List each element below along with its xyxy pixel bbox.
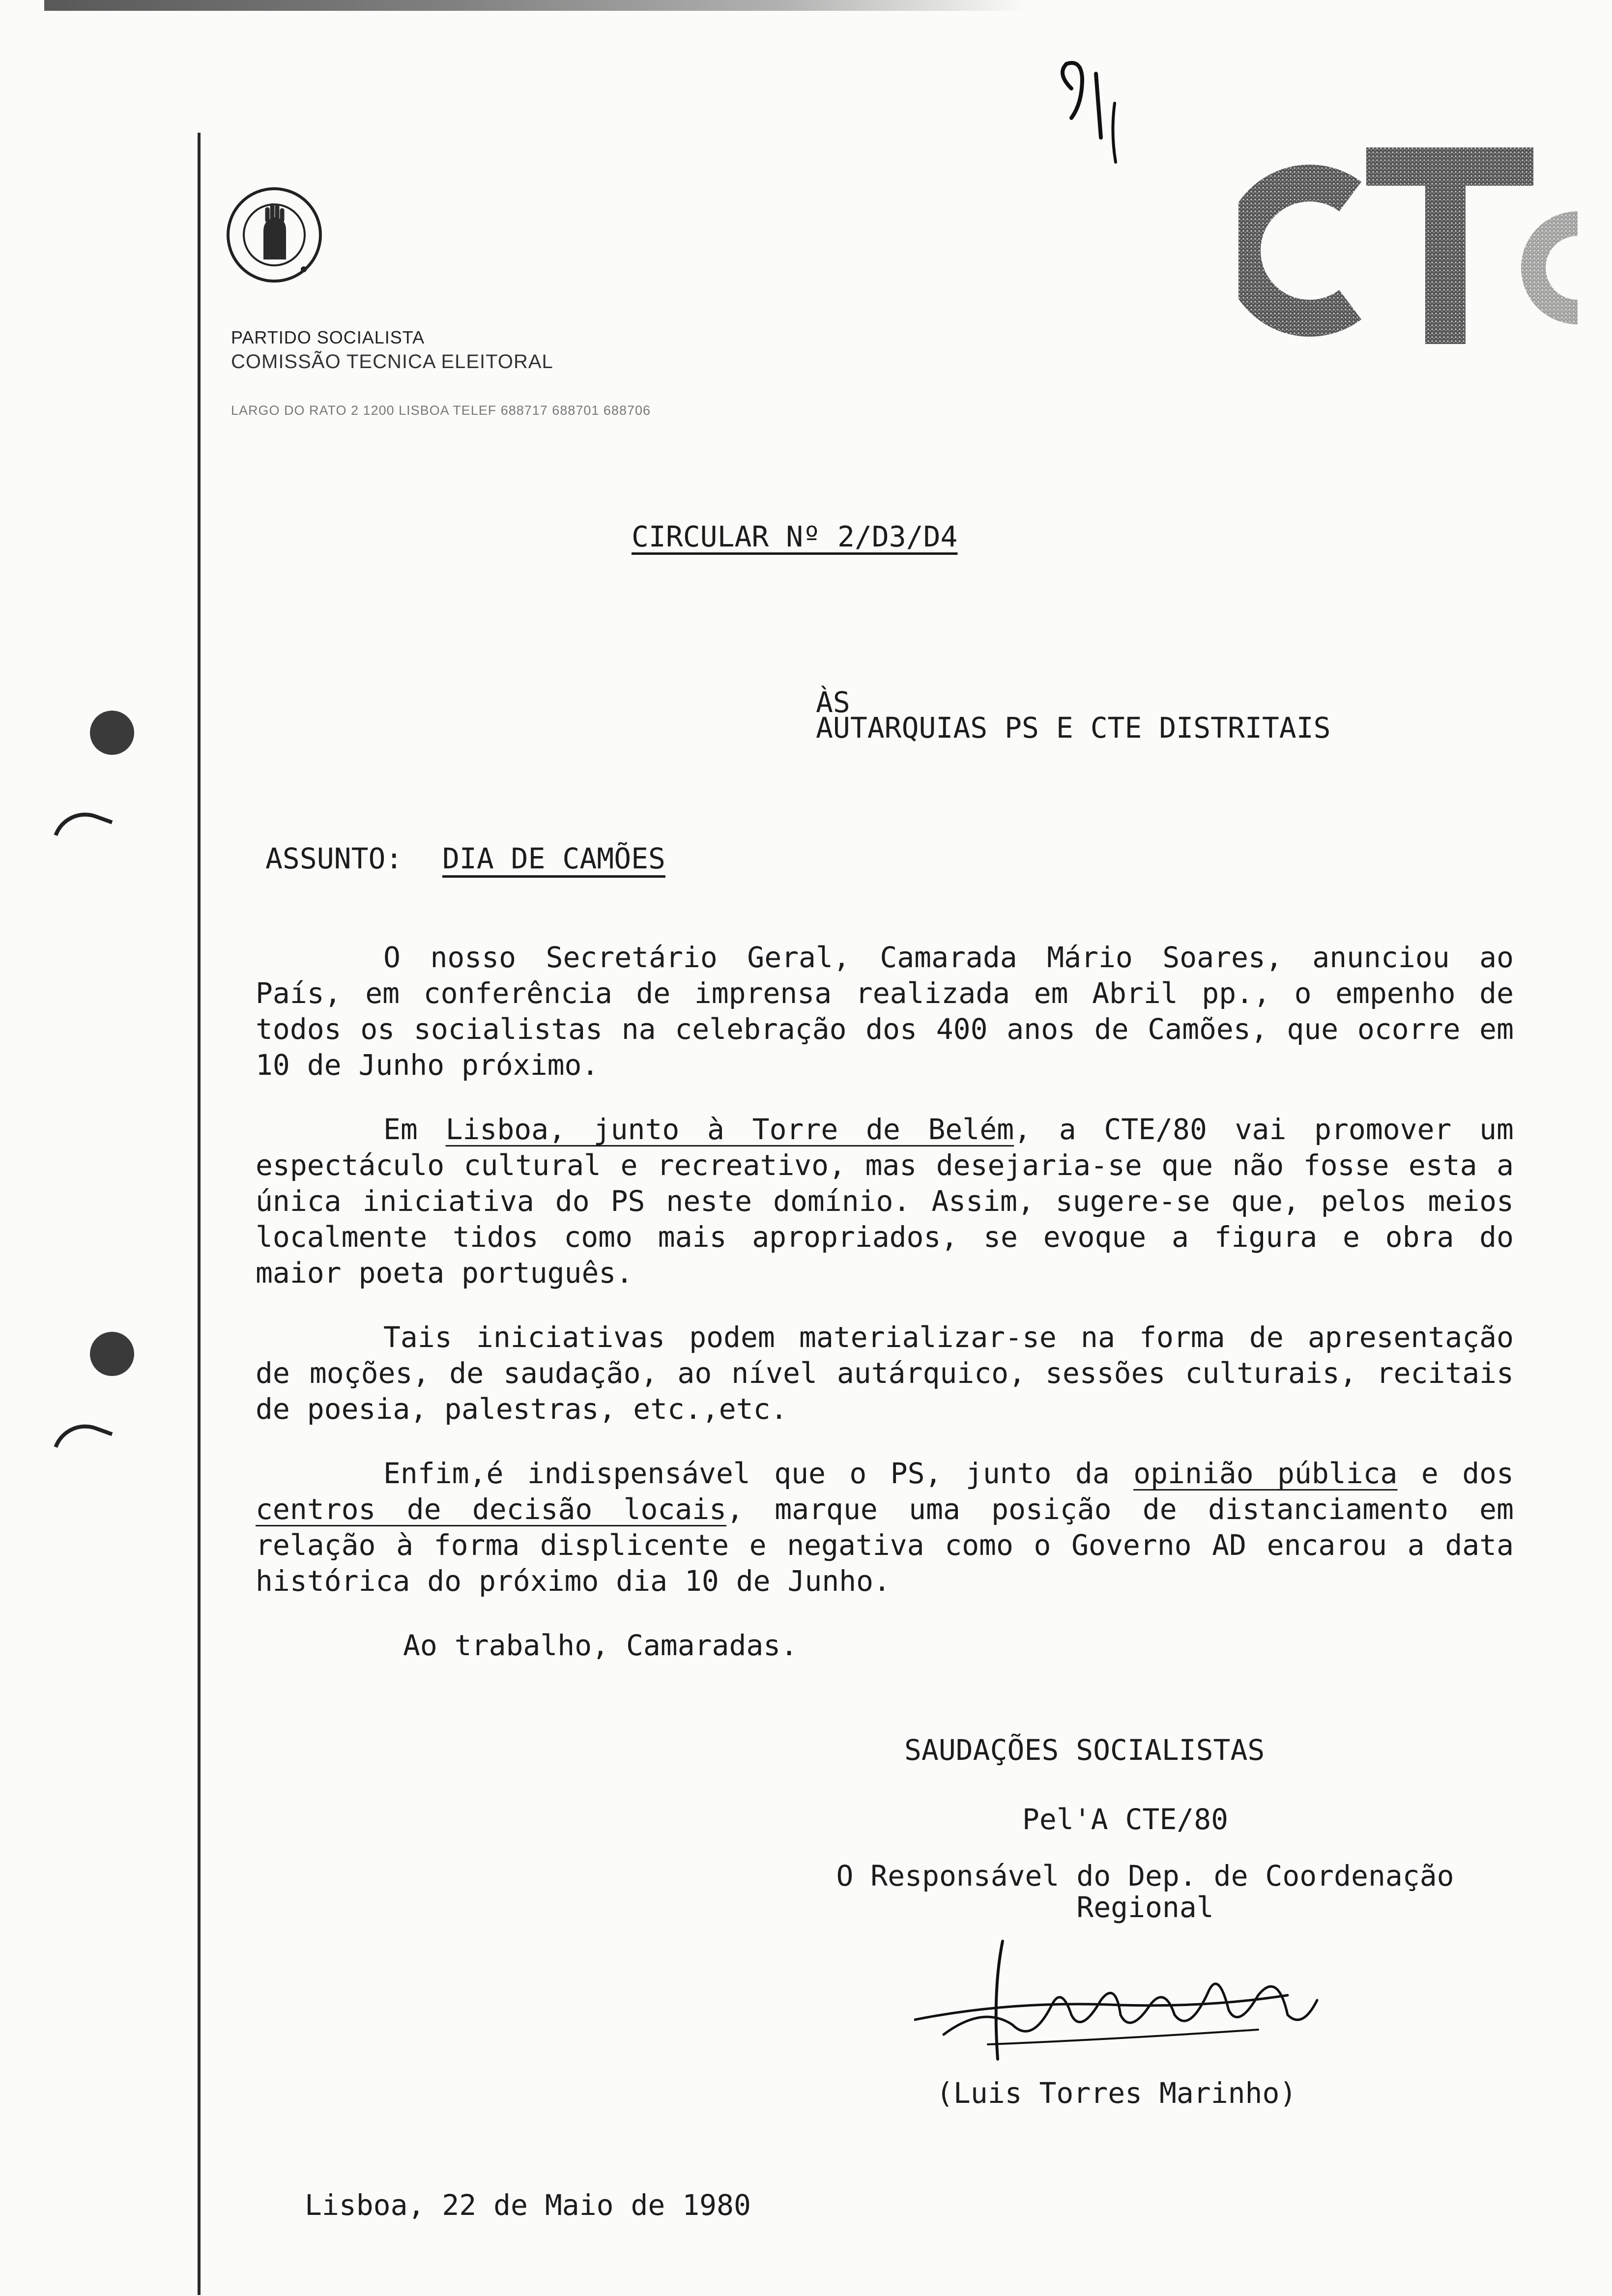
recipient-prefix: ÀS — [816, 686, 850, 719]
letter-body — [256, 940, 1514, 1692]
org-department: COMISSÃO TECNICA ELEITORAL — [231, 351, 553, 373]
margin-rule — [198, 133, 201, 2295]
punch-hole — [90, 1332, 134, 1376]
signer-name: (Luis Torres Marinho) — [936, 2076, 1297, 2110]
signer-role: O Responsável do Dep. de Coordenação Regional — [836, 1859, 1454, 1924]
paragraph-2: Em Lisboa, junto à Torre de Belém, a CTE/80 vai promover um espectáculo cultural e recreativo, mas desejaria-se que não fosse esta a única iniciativa do PS neste domínio. Assim, sugere-se que, pelos meios localmente tidos como mais apropriados, se evoque a figura e obra do maior poeta português. — [256, 1113, 1514, 1290]
underlined-location: Lisboa, junto à Torre de Belém — [445, 1113, 1014, 1146]
paragraph-5: Ao trabalho, Camaradas. — [403, 1629, 798, 1662]
subject-label: ASSUNTO: — [265, 842, 403, 875]
binder-mark — [54, 803, 113, 852]
org-address: LARGO DO RATO 2 1200 LISBOA TELEF 688717 688701 688706 — [231, 403, 651, 418]
paragraph-4: Enfim,é indispensável que o PS, junto da opinião pública e dos centros de decisão locais, marque uma posição de distanciamento em relação à forma displicente e negativa como o Governo AD encarou a data histórica do próximo dia 10 de Junho. — [256, 1457, 1514, 1598]
closing-salutation: SAUDAÇÕES SOCIALISTAS — [904, 1733, 1265, 1767]
date-line: Lisboa, 22 de Maio de 1980 — [305, 2188, 751, 2222]
recipient-name: AUTARQUIAS PS E CTE DISTRITAIS — [816, 711, 1331, 745]
cte-logo — [1238, 128, 1583, 359]
paragraph-1: O nosso Secretário Geral, Camarada Mário Soares, anunciou ao País, em conferência de imprensa realizada em Abril pp., o empenho de todos os socialistas na celebração dos 400 anos de Camões, que ocorre em 10 de Junho próximo. — [256, 941, 1514, 1082]
binder-mark — [54, 1415, 113, 1464]
circular-title: CIRCULAR Nº 2/D3/D4 — [632, 520, 958, 553]
org-name: PARTIDO SOCIALISTA — [231, 327, 425, 347]
subject-value: DIA DE CAMÕES — [442, 842, 665, 875]
handwritten-signature — [914, 1931, 1327, 2074]
paragraph-3: Tais iniciativas podem materializar-se na forma de apresentação de moções, de saudação, ao nível autárquico, sessões culturais, recitais de poesia, palestras, etc.,etc. — [256, 1320, 1514, 1426]
scan-edge — [44, 0, 1027, 11]
underlined-phrase: opinião pública — [1133, 1457, 1398, 1490]
sender-org: Pel'A CTE/80 — [1022, 1803, 1229, 1836]
handwritten-page-number — [1052, 59, 1130, 172]
party-seal-logo — [225, 186, 323, 284]
underlined-phrase: centros de decisão locais — [256, 1492, 727, 1526]
punch-hole — [90, 711, 134, 755]
